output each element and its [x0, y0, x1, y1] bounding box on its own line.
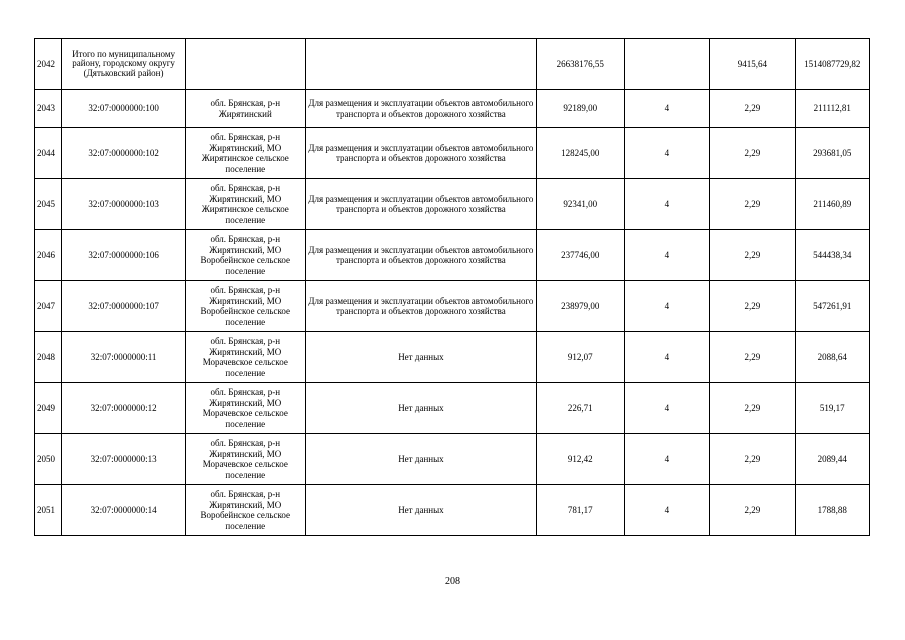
land-use-cell: Нет данных — [305, 434, 536, 485]
address-cell: обл. Брянская, р-н Жирятинский, МО Воробейнское сельское поселение — [185, 281, 305, 332]
group-cell: 4 — [624, 281, 710, 332]
cadastral-number-cell: 32:07:0000000:12 — [62, 383, 185, 434]
table-row — [35, 90, 870, 128]
area-cell: 912,42 — [536, 434, 624, 485]
specific-value-cell: 2,29 — [710, 90, 796, 128]
row-number: 2044 — [35, 128, 62, 179]
land-use-cell: Нет данных — [305, 383, 536, 434]
land-use-cell: Для размещения и эксплуатации объектов автомобильного транспорта и объектов дорожного хозяйства — [305, 128, 536, 179]
row-number: 2050 — [35, 434, 62, 485]
specific-value-cell: 2,29 — [710, 434, 796, 485]
table-row — [35, 332, 870, 383]
table-row — [35, 128, 870, 179]
table-row — [35, 281, 870, 332]
row-number: 2045 — [35, 179, 62, 230]
cadastral-number-cell: 32:07:0000000:14 — [62, 485, 185, 536]
cadastral-value-cell: 544438,34 — [795, 230, 869, 281]
cadastral-number-cell: 32:07:0000000:11 — [62, 332, 185, 383]
address-cell — [185, 39, 305, 90]
area-cell: 128245,00 — [536, 128, 624, 179]
area-cell: 26638176,55 — [536, 39, 624, 90]
area-cell: 781,17 — [536, 485, 624, 536]
table-row — [35, 485, 870, 536]
cadastral-number-cell: 32:07:0000000:13 — [62, 434, 185, 485]
area-cell: 92341,00 — [536, 179, 624, 230]
cadastral-number-cell: 32:07:0000000:103 — [62, 179, 185, 230]
cadastral-value-table — [34, 38, 870, 536]
cadastral-value-cell: 211112,81 — [795, 90, 869, 128]
cadastral-value-cell: 2088,64 — [795, 332, 869, 383]
row-number: 2051 — [35, 485, 62, 536]
cadastral-number-cell: 32:07:0000000:106 — [62, 230, 185, 281]
cadastral-number-cell: 32:07:0000000:107 — [62, 281, 185, 332]
cadastral-value-cell: 293681,05 — [795, 128, 869, 179]
cadastral-value-cell: 519,17 — [795, 383, 869, 434]
page-number: 208 — [445, 576, 460, 587]
area-cell: 226,71 — [536, 383, 624, 434]
group-cell: 4 — [624, 179, 710, 230]
group-cell: 4 — [624, 434, 710, 485]
table-row — [35, 179, 870, 230]
land-use-cell: Для размещения и эксплуатации объектов автомобильного транспорта и объектов дорожного хозяйства — [305, 179, 536, 230]
address-cell: обл. Брянская, р-н Жирятинский, МО Морачевское сельское поселение — [185, 383, 305, 434]
area-cell: 238979,00 — [536, 281, 624, 332]
cadastral-value-cell: 1788,88 — [795, 485, 869, 536]
table-row-total — [35, 39, 870, 90]
group-cell: 4 — [624, 485, 710, 536]
specific-value-cell: 2,29 — [710, 332, 796, 383]
table-row — [35, 230, 870, 281]
land-use-cell — [305, 39, 536, 90]
row-number: 2043 — [35, 90, 62, 128]
address-cell: обл. Брянская, р-н Жирятинский, МО Морачевское сельское поселение — [185, 434, 305, 485]
specific-value-cell: 2,29 — [710, 485, 796, 536]
cadastral-number-cell: 32:07:0000000:100 — [62, 90, 185, 128]
cadastral-value-cell: 211460,89 — [795, 179, 869, 230]
group-cell — [624, 39, 710, 90]
land-use-cell: Нет данных — [305, 332, 536, 383]
land-use-cell: Для размещения и эксплуатации объектов автомобильного транспорта и объектов дорожного хозяйства — [305, 281, 536, 332]
cadastral-value-cell: 547261,91 — [795, 281, 869, 332]
address-cell: обл. Брянская, р-н Жирятинский — [185, 90, 305, 128]
specific-value-cell: 2,29 — [710, 230, 796, 281]
specific-value-cell: 2,29 — [710, 128, 796, 179]
row-number: 2047 — [35, 281, 62, 332]
row-number: 2046 — [35, 230, 62, 281]
address-cell: обл. Брянская, р-н Жирятинский, МО Воробейнское сельское поселение — [185, 230, 305, 281]
row-number: 2048 — [35, 332, 62, 383]
specific-value-cell: 2,29 — [710, 281, 796, 332]
row-number: 2049 — [35, 383, 62, 434]
area-cell: 92189,00 — [536, 90, 624, 128]
address-cell: обл. Брянская, р-н Жирятинский, МО Жирятинское сельское поселение — [185, 179, 305, 230]
land-use-cell: Для размещения и эксплуатации объектов автомобильного транспорта и объектов дорожного хозяйства — [305, 230, 536, 281]
cadastral-value-cell: 1514087729,82 — [795, 39, 869, 90]
area-cell: 912,07 — [536, 332, 624, 383]
address-cell: обл. Брянская, р-н Жирятинский, МО Воробейнское сельское поселение — [185, 485, 305, 536]
row-number: 2042 — [35, 39, 62, 90]
group-cell: 4 — [624, 383, 710, 434]
table-row — [35, 383, 870, 434]
total-label: Итого по муниципальному району, городскому округу (Дятьковский район) — [62, 39, 185, 90]
cadastral-value-cell: 2089,44 — [795, 434, 869, 485]
address-cell: обл. Брянская, р-н Жирятинский, МО Жирятинское сельское поселение — [185, 128, 305, 179]
group-cell: 4 — [624, 128, 710, 179]
specific-value-cell: 9415,64 — [710, 39, 796, 90]
group-cell: 4 — [624, 332, 710, 383]
specific-value-cell: 2,29 — [710, 179, 796, 230]
land-use-cell: Для размещения и эксплуатации объектов автомобильного транспорта и объектов дорожного хозяйства — [305, 90, 536, 128]
table-row — [35, 434, 870, 485]
specific-value-cell: 2,29 — [710, 383, 796, 434]
cadastral-number-cell: 32:07:0000000:102 — [62, 128, 185, 179]
group-cell: 4 — [624, 90, 710, 128]
area-cell: 237746,00 — [536, 230, 624, 281]
group-cell: 4 — [624, 230, 710, 281]
land-use-cell: Нет данных — [305, 485, 536, 536]
address-cell: обл. Брянская, р-н Жирятинский, МО Морачевское сельское поселение — [185, 332, 305, 383]
